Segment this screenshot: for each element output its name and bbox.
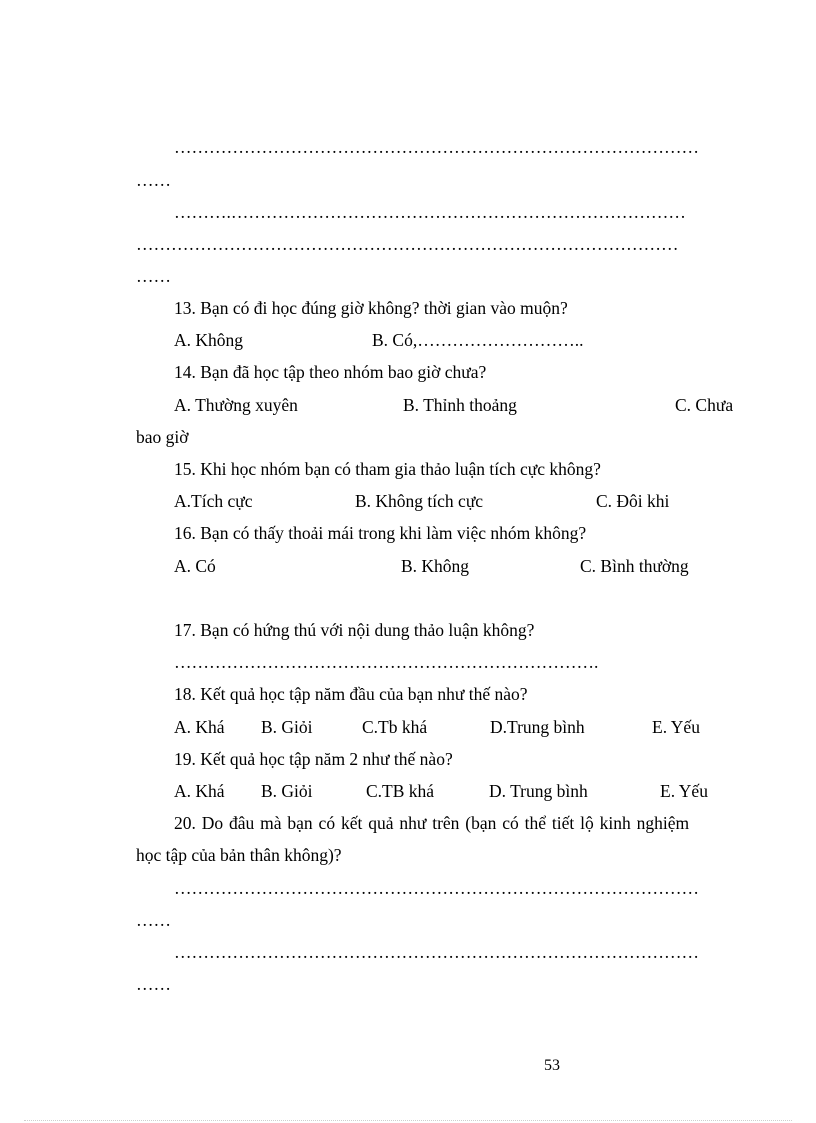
- question-14: 14. Bạn đã học tập theo nhóm bao giờ chưa?: [174, 362, 487, 382]
- option-a: A. Có: [174, 556, 216, 576]
- option-c: C. Đôi khi: [596, 491, 670, 511]
- option-d: D.Trung bình: [490, 717, 585, 737]
- option-b: B. Giỏi: [261, 717, 313, 737]
- option-a: A. Khá: [174, 717, 225, 737]
- option-a: A.Tích cực: [174, 491, 253, 511]
- option-a: A. Thường xuyên: [174, 395, 298, 415]
- question-18: 18. Kết quả học tập năm đầu của bạn như thế nào?: [174, 684, 528, 704]
- dotted-answer-line: ……: [136, 266, 171, 286]
- question-13: 13. Bạn có đi học đúng giờ không? thời gian vào muộn?: [174, 298, 568, 318]
- option-b: B. Giỏi: [261, 781, 313, 801]
- question-17: 17. Bạn có hứng thú với nội dung thảo luận không?: [174, 620, 535, 640]
- option-c: C. Bình thường: [580, 556, 689, 576]
- dotted-answer-line: ……….……………………………………………………………………: [174, 202, 686, 222]
- option-c: C.Tb khá: [362, 717, 428, 737]
- dotted-answer-line: ……: [136, 170, 171, 190]
- question-15: 15. Khi học nhóm bạn có tham gia thảo luận tích cực không?: [174, 459, 601, 479]
- option-c: C. Chưa: [675, 395, 734, 415]
- dotted-answer-line: ……: [136, 974, 171, 994]
- option-d: D. Trung bình: [489, 781, 588, 801]
- dotted-answer-line: ………………………………………………………………………………: [174, 137, 699, 157]
- option-b: B. Không tích cực: [355, 491, 484, 511]
- option-c: C.TB khá: [366, 781, 435, 801]
- question-20-continuation: học tập của bản thân không)?: [136, 845, 342, 865]
- option-b: B. Có,………………………..: [372, 330, 584, 350]
- option-e: E. Yếu: [660, 781, 708, 801]
- dotted-answer-line: …………………………………………………………………………………: [136, 234, 679, 254]
- option-c-continuation: bao giờ: [136, 427, 189, 447]
- question-19: 19. Kết quả học tập năm 2 như thế nào?: [174, 749, 453, 769]
- page-number: 53: [544, 1057, 560, 1074]
- option-b: B. Không: [401, 556, 470, 576]
- option-e: E. Yếu: [652, 717, 700, 737]
- question-16: 16. Bạn có thấy thoải mái trong khi làm việc nhóm không?: [174, 523, 587, 543]
- dotted-answer-line: ………………………………………………………………………………: [174, 942, 699, 962]
- question-20: 20. Do đâu mà bạn có kết quả như trên (bạn có thể tiết lộ kinh nghiệm: [174, 813, 690, 833]
- option-b: B. Thỉnh thoảng: [403, 395, 517, 415]
- option-a: A. Không: [174, 330, 244, 350]
- dotted-answer-line: ……: [136, 910, 171, 930]
- dotted-answer-line: ……………………………………………………………….: [174, 652, 599, 672]
- option-a: A. Khá: [174, 781, 225, 801]
- dotted-answer-line: ………………………………………………………………………………: [174, 878, 699, 898]
- page-bottom-divider: [24, 1120, 792, 1121]
